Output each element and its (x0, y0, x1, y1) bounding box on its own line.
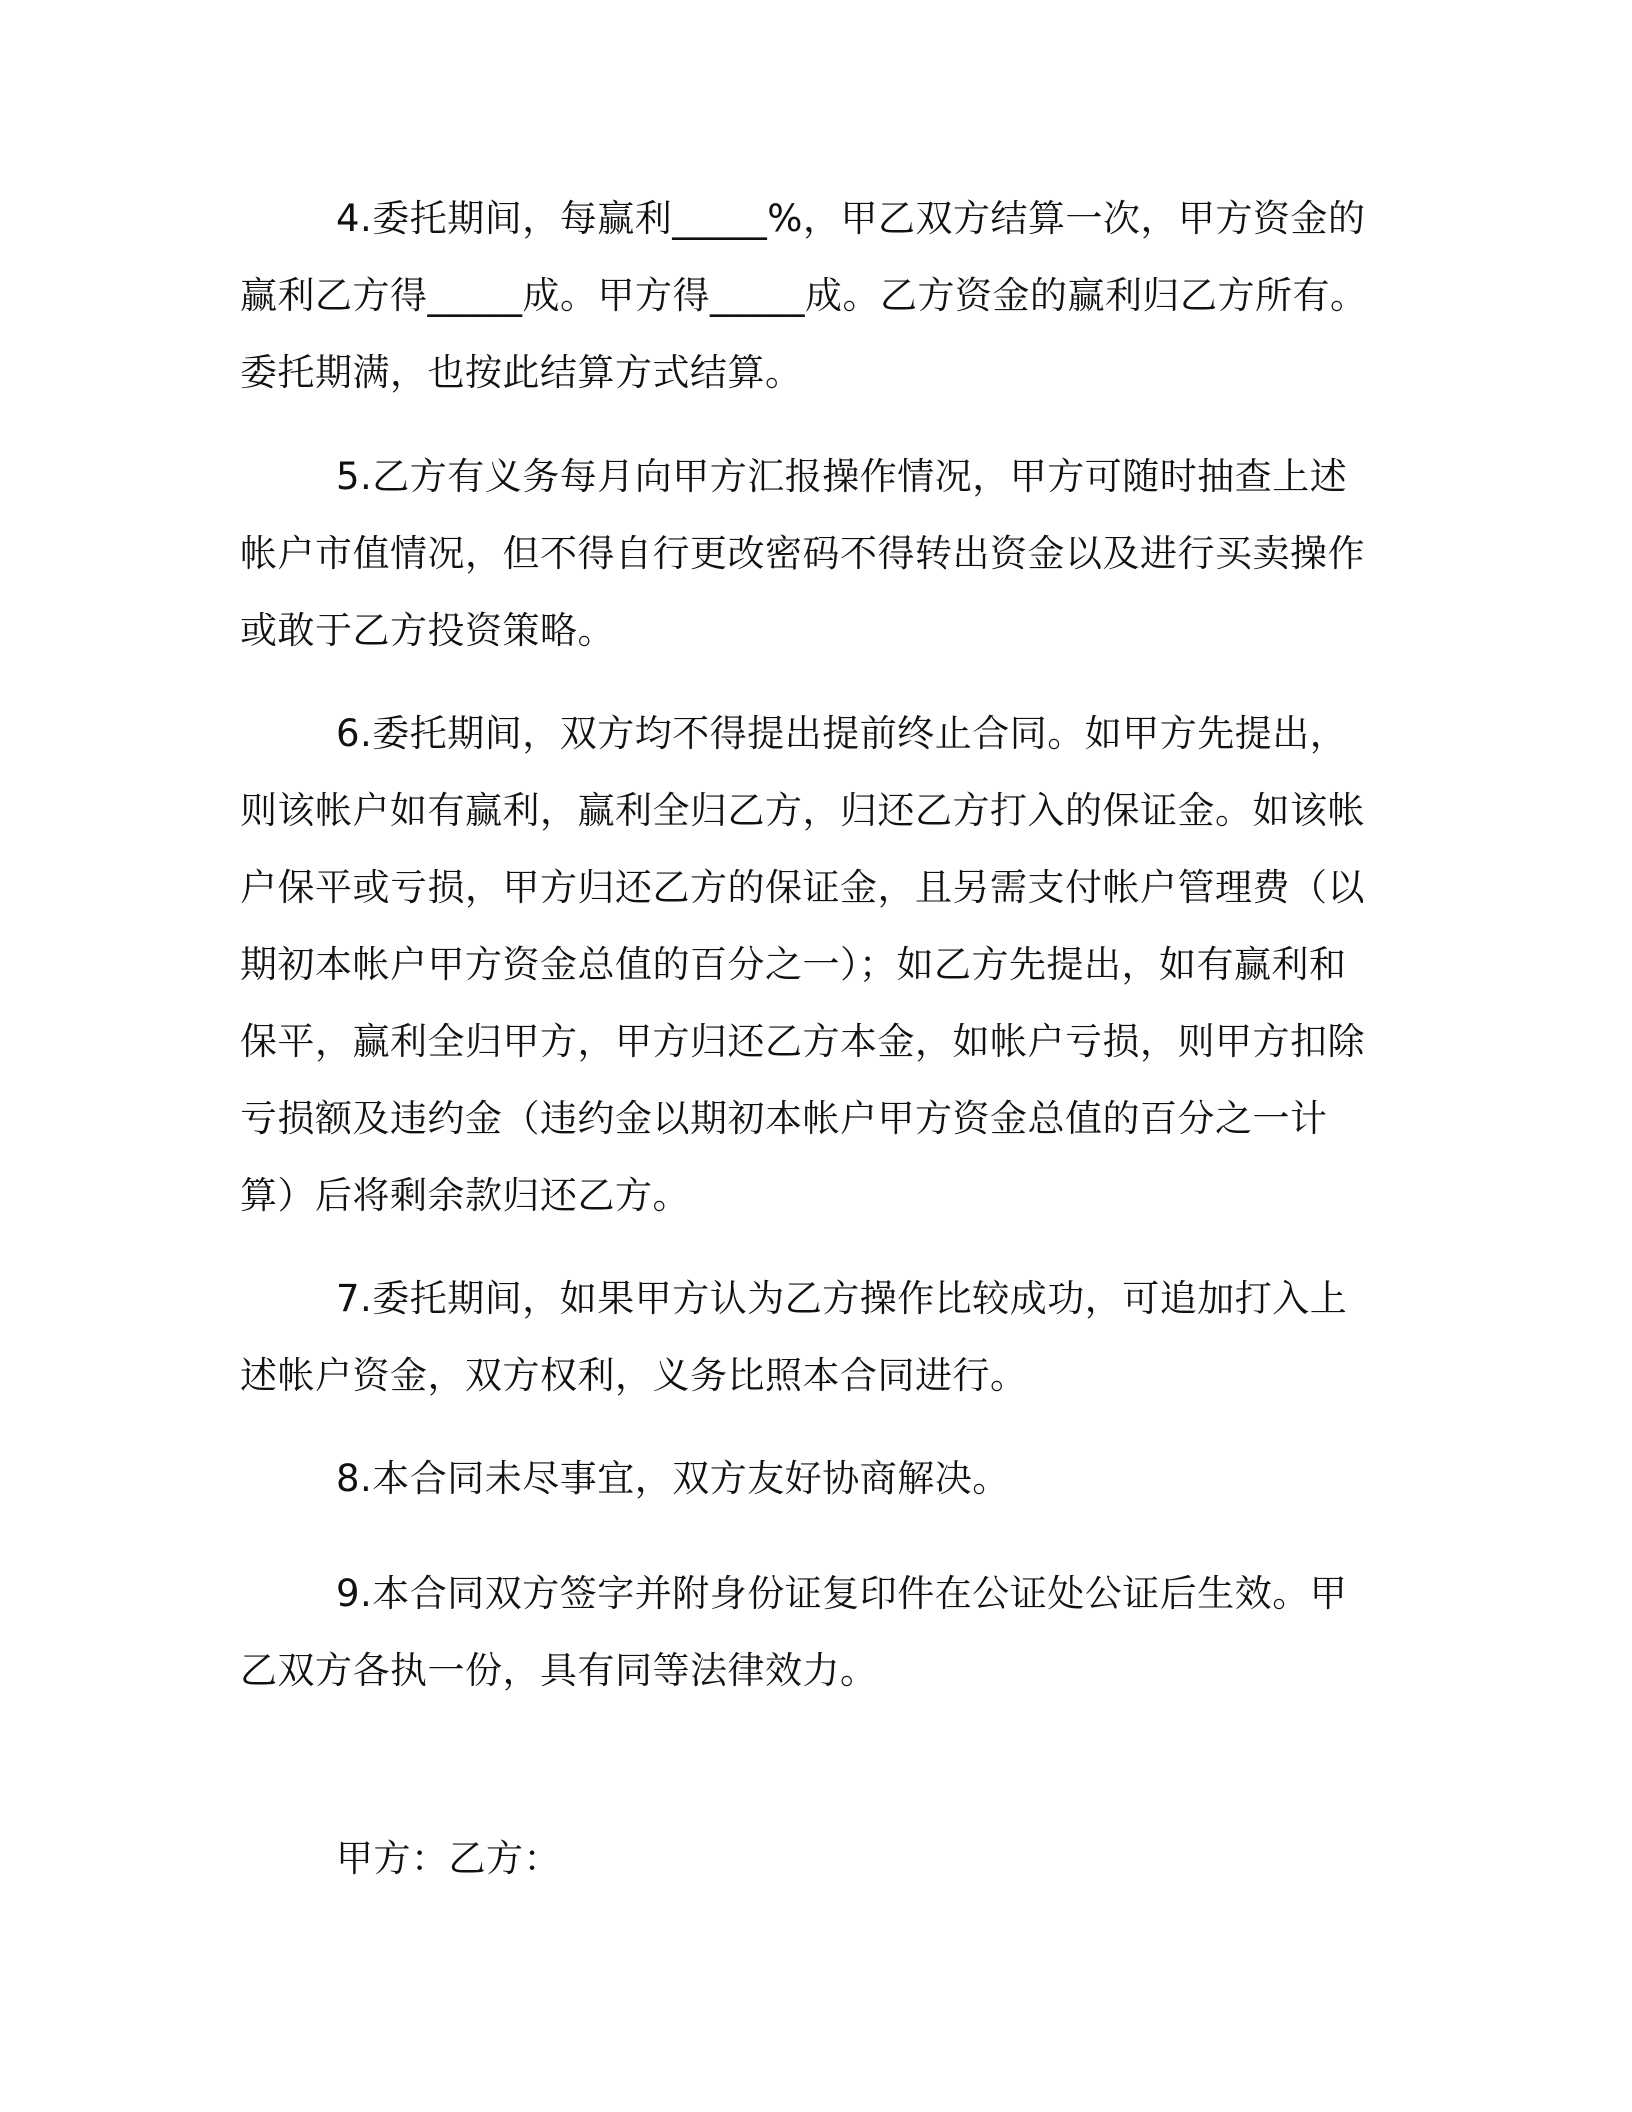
clause-8: 8.本合同未尽事宜，双方友好协商解决。 (336, 1457, 1010, 1500)
clause-7: 7.委托期间，如果甲方认为乙方操作比较成功，可追加打入上述帐户资金，双方权利，义务比照本合同进行。 (240, 1277, 1348, 1397)
clause-6: 6.委托期间，双方均不得提出提前终止合同。如甲方先提出，则该帐户如有赢利，赢利全归乙方，归还乙方打入的保证金。如该帐户保平或亏损，甲方归还乙方的保证金，且另需支付帐户管理费（以期初本帐户甲方资金总值的百分之一）；如乙方先提出，如有赢利和保平，赢利全归甲方，甲方归还乙方本金，如帐户亏损，则甲方扣除亏损额及违约金（违约金以期初本帐户甲方资金总值的百分之一计算）后将剩余款归还乙方。 (240, 712, 1365, 1217)
signature-line: 甲方：乙方： (336, 1837, 561, 1880)
clause-5: 5.乙方有义务每月向甲方汇报操作情况，甲方可随时抽查上述帐户市值情况，但不得自行更改密码不得转出资金以及进行买卖操作或敢于乙方投资策略。 (240, 455, 1365, 652)
clause-4: 4.委托期间，每赢利_____%，甲乙双方结算一次，甲方资金的赢利乙方得_____成。甲方得_____成。乙方资金的赢利归乙方所有。委托期满，也按此结算方式结算。 (240, 197, 1368, 394)
clause-9: 9.本合同双方签字并附身份证复印件在公证处公证后生效。甲乙双方各执一份，具有同等法律效力。 (240, 1572, 1348, 1692)
